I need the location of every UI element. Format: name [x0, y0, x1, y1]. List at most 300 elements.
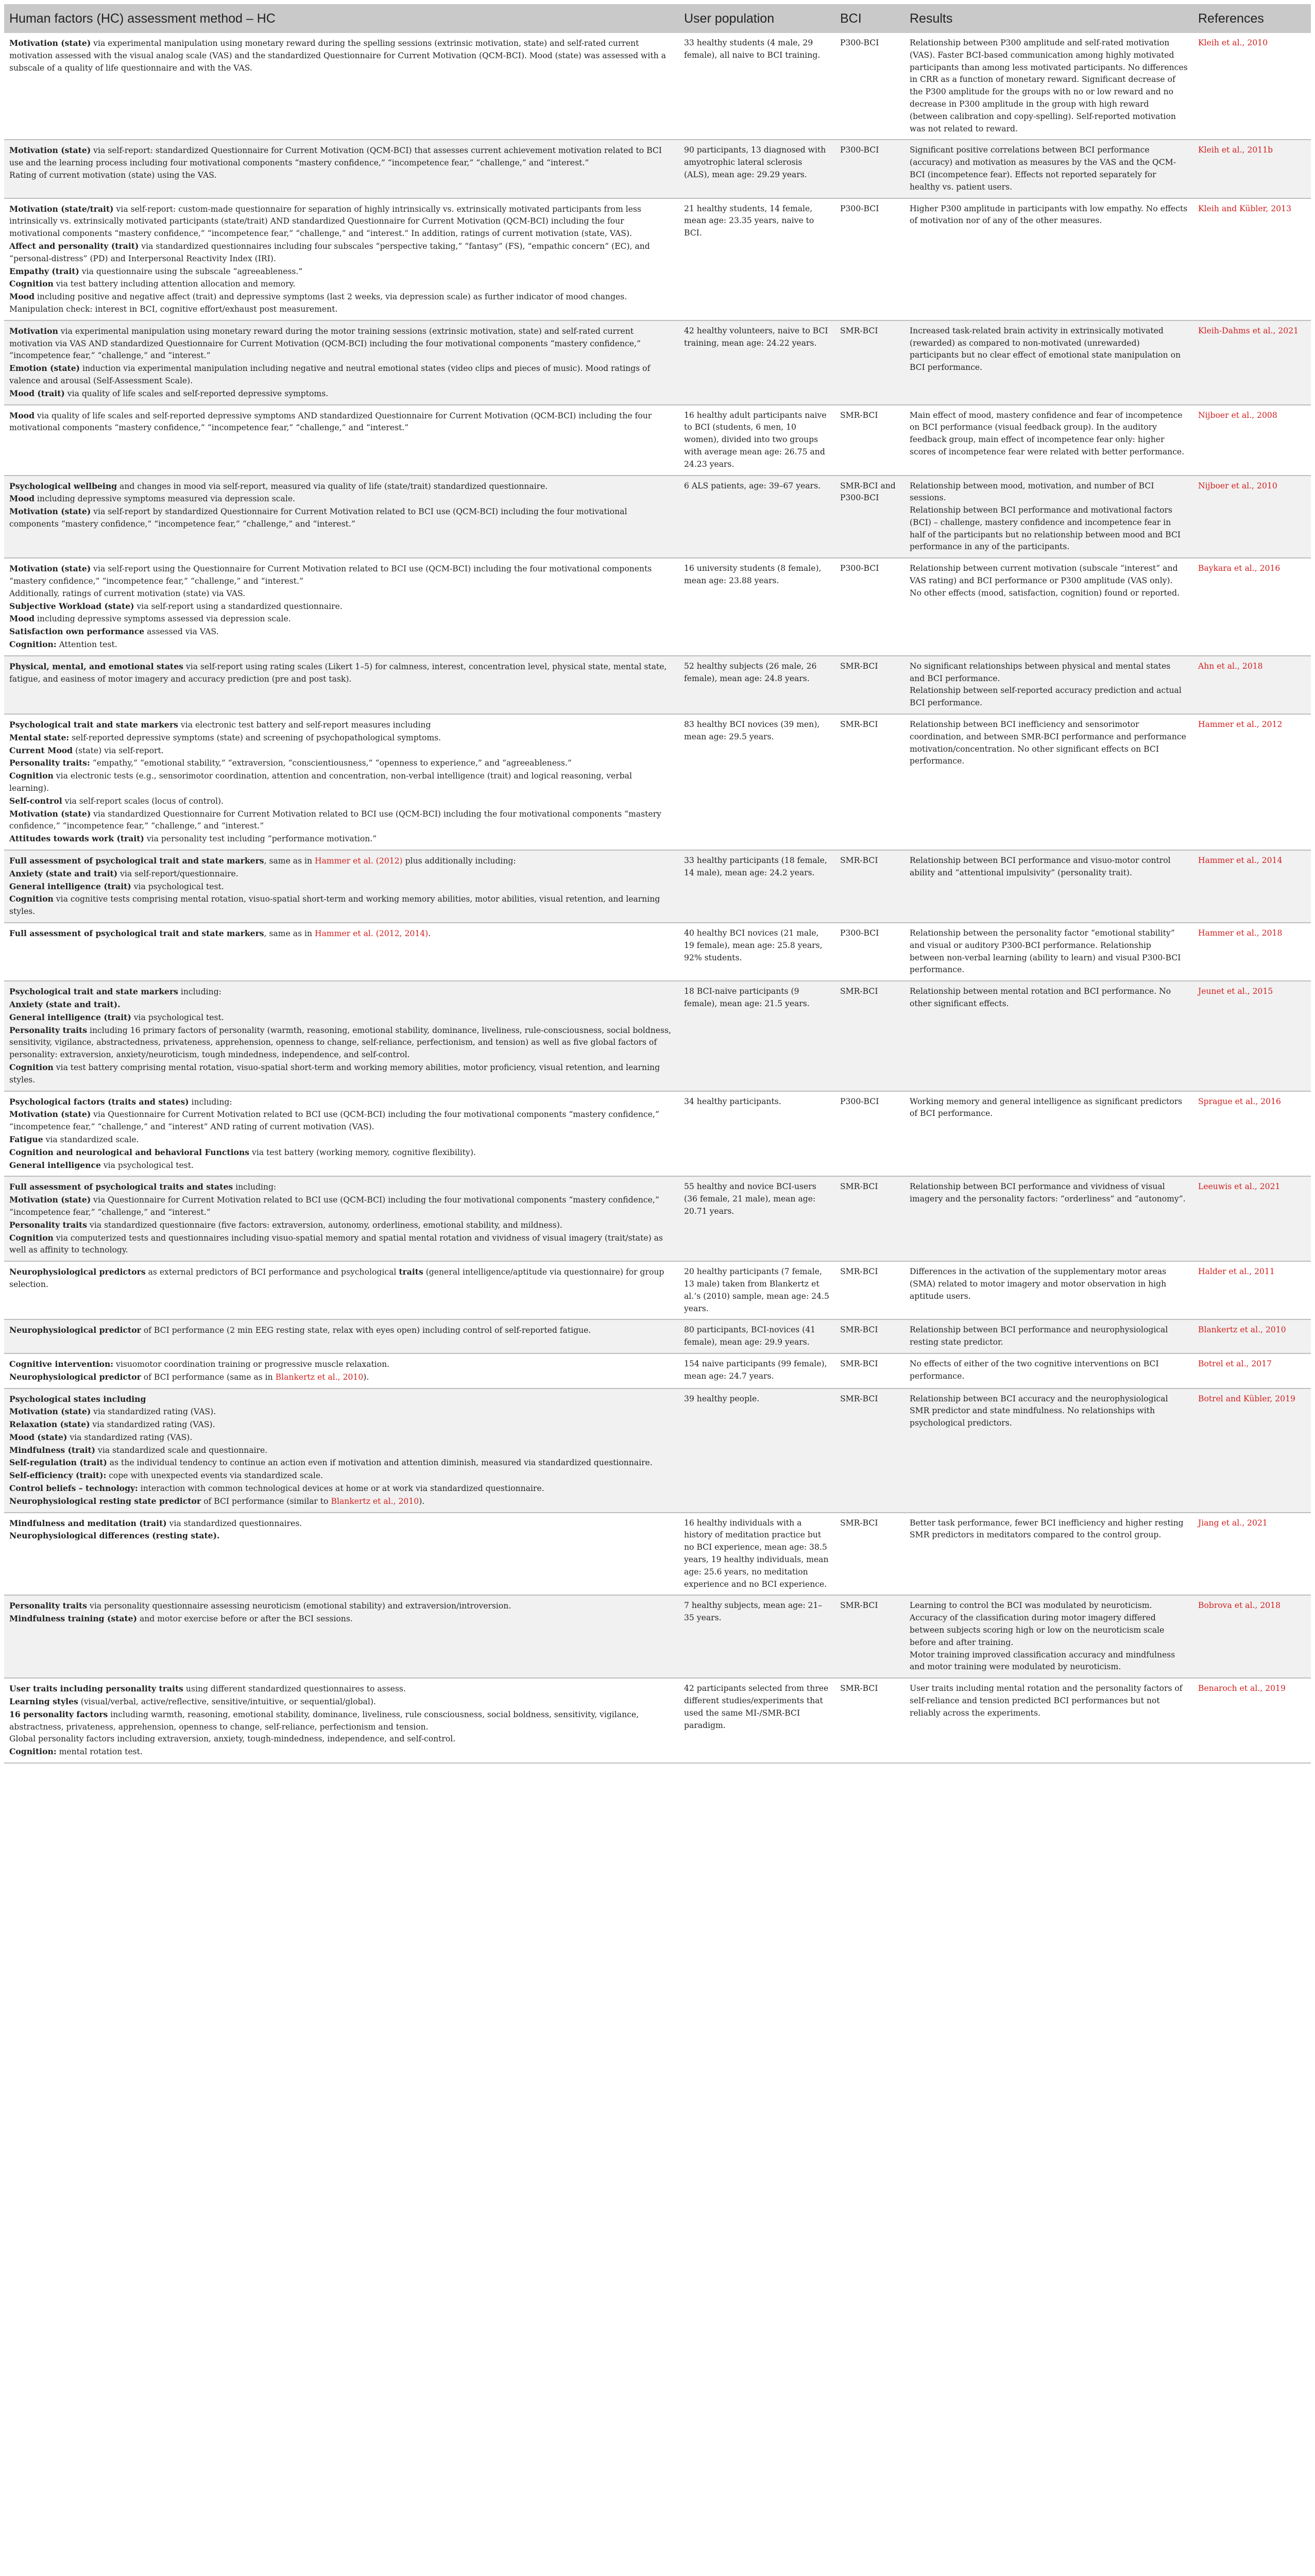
method-paragraph — [9, 37, 674, 74]
bold-factor-text: Cognition — [9, 279, 54, 289]
bold-factor-text: Relaxation (state) — [9, 1419, 90, 1430]
citation-link[interactable]: Hammer et al. (2012, 2014) — [315, 929, 429, 938]
method-paragraph — [9, 1024, 674, 1061]
text-run: via experimental manipulation using monetary reward during the motor training sessions (extrinsic motivation, state) and self-rated current motivation via VAS AND standardized Questionnaire for Current Motivation (QCM-BCI) including the four motivational components “mastery confidence,” “incompetence fear,” “challenge,” and “interest.” — [9, 326, 641, 361]
bold-factor-text: Mood (state) — [9, 1432, 67, 1442]
results-cell: Relationship between the personality factor “emotional stability” and visual or auditory P300-BCI performance. Relationship between non-verbal learning (ability to learn) and visual P300-BCI performance. — [904, 923, 1193, 981]
bold-factor-text: Psychological trait and state markers — [9, 987, 178, 997]
method-paragraph — [9, 1745, 674, 1758]
reference-cell[interactable]: Kleih-Dahms et al., 2021 — [1193, 320, 1311, 405]
table-row — [4, 1319, 1311, 1353]
method-paragraph — [9, 1600, 674, 1613]
bold-factor-text: Neurophysiological predictor — [9, 1325, 141, 1335]
bold-factor-text: Motivation (state) — [9, 564, 91, 574]
bold-factor-text: Motivation (state/trait) — [9, 204, 114, 214]
population-cell: 16 university students (8 female), mean age: 23.88 years. — [679, 558, 835, 656]
results-cell: Relationship between BCI performance and visuo-motor control ability and “attentional impulsivity” (personality trait). — [904, 850, 1193, 923]
bci-cell: P300-BCI — [835, 923, 904, 981]
text-run: visuomotor coordination training or progressive muscle relaxation. — [113, 1359, 390, 1369]
method-paragraph — [9, 833, 674, 845]
header-references: References — [1193, 4, 1311, 33]
text-run: via standardized questionnaires including four subscales “perspective taking,” “fantasy” (FS), “empathic concern” (EC), and “personal-distress” (PD) and Interpersonal Reactivity Index (IRI). — [9, 241, 650, 263]
text-run: , same as in — [264, 856, 315, 866]
method-paragraph — [9, 855, 674, 868]
reference-cell[interactable]: Botrel et al., 2017 — [1193, 1353, 1311, 1388]
bold-factor-text: Cognition — [9, 1062, 54, 1072]
method-cell — [4, 1261, 679, 1319]
text-run: via questionnaire using the subscale “agreeableness.” — [79, 266, 303, 276]
results-cell: Main effect of mood, mastery confidence and fear of incompetence on BCI performance (visual feedback group). In the auditory feedback group, main effect of incompetence fear only: higher scores of incompetence fear were related with better performance. — [904, 405, 1193, 476]
text-run: including positive and negative affect (trait) and depressive symptoms (last 2 weeks, via depression scale) as further indicator of mood changes. — [34, 292, 627, 302]
population-cell: 6 ALS patients, age: 39–67 years. — [679, 476, 835, 558]
text-run: via electronic tests (e.g., sensorimotor coordination, attention and concentration, non-verbal intelligence (trait) and logical reasoning, verbal learning). — [9, 771, 632, 793]
text-run: of BCI performance (similar to — [201, 1496, 331, 1506]
reference-cell[interactable]: Kleih and Kübler, 2013 — [1193, 198, 1311, 320]
text-run: , same as in — [264, 929, 315, 938]
text-run: Rating of current motivation (state) using the VAS. — [9, 170, 217, 180]
population-cell: 39 healthy people. — [679, 1388, 835, 1513]
bci-cell: SMR-BCI — [835, 1176, 904, 1261]
method-cell — [4, 850, 679, 923]
method-paragraph — [9, 1146, 674, 1159]
method-paragraph — [9, 410, 674, 435]
method-paragraph — [9, 1431, 674, 1444]
bold-factor-text: Anxiety (state and trait). — [9, 999, 121, 1009]
method-cell — [4, 1319, 679, 1353]
text-run: via self-report using rating scales (Likert 1–5) for calmness, interest, concentration level, physical state, mental state, fatigue, and easiness of motor imagery and accuracy prediction (pre and post task). — [9, 662, 667, 684]
bold-factor-text: Subjective Workload (state) — [9, 601, 134, 611]
population-cell: 42 participants selected from three different studies/experiments that used the same MI-/SMR-BCI paradigm. — [679, 1678, 835, 1763]
results-cell: Relationship between mental rotation and BCI performance. No other significant effects. — [904, 981, 1193, 1091]
method-paragraph — [9, 1469, 674, 1482]
method-paragraph — [9, 880, 674, 893]
bci-cell: P300-BCI — [835, 198, 904, 320]
bold-factor-text: Psychological trait and state markers — [9, 720, 178, 730]
method-paragraph — [9, 1159, 674, 1172]
population-cell: 40 healthy BCI novices (21 male, 19 female), mean age: 25.8 years, 92% students. — [679, 923, 835, 981]
population-cell: 20 healthy participants (7 female, 13 male) taken from Blankertz et al.’s (2010) sample, mean age: 24.5 years. — [679, 1261, 835, 1319]
results-cell: Relationship between BCI performance and neurophysiological resting state predictor. — [904, 1319, 1193, 1353]
method-paragraph — [9, 1219, 674, 1232]
method-paragraph — [9, 1444, 674, 1457]
population-cell: 55 healthy and novice BCI-users (36 female, 21 male), mean age: 20.71 years. — [679, 1176, 835, 1261]
reference-cell[interactable]: Nijboer et al., 2008 — [1193, 405, 1311, 476]
text-run: via Questionnaire for Current Motivation related to BCI use (QCM-BCI) including the four motivational components “mastery confidence,” “incompetence fear,” “challenge,” and “interest.” — [9, 1195, 659, 1217]
method-cell — [4, 923, 679, 981]
reference-cell[interactable]: Baykara et al., 2016 — [1193, 558, 1311, 656]
method-paragraph — [9, 387, 674, 400]
text-run: (visual/verbal, active/reflective, sensitive/intuitive, or sequential/global). — [78, 1697, 376, 1707]
method-paragraph — [9, 1495, 674, 1508]
bold-factor-text: General intelligence (trait) — [9, 1012, 131, 1022]
population-cell: 16 healthy individuals with a history of meditation practice but no BCI experience, mean age: 38.5 years, 19 healthy individuals, mean age: 25.6 years, no meditation experience and no BCI experience. — [679, 1513, 835, 1596]
method-paragraph — [9, 1324, 674, 1337]
text-run: ). — [419, 1496, 425, 1506]
population-cell: 83 healthy BCI novices (39 men), mean age: 29.5 years. — [679, 714, 835, 850]
method-paragraph — [9, 1530, 674, 1543]
table-row — [4, 476, 1311, 558]
results-cell: Learning to control the BCI was modulated by neuroticism. Accuracy of the classification during motor imagery differed between subjects scoring high or low on the neuroticism scale before and after training. Motor training improved classification accuracy and mindfulness and motor training were modulated by neuroticism. — [904, 1595, 1193, 1678]
method-paragraph — [9, 1683, 674, 1696]
reference-cell[interactable]: Leeuwis et al., 2021 — [1193, 1176, 1311, 1261]
bci-cell: SMR-BCI — [835, 1595, 904, 1678]
text-run: via psychological test. — [131, 1012, 224, 1022]
results-cell: Relationship between P300 amplitude and self-rated motivation (VAS). Faster BCI-based communication among highly motivated participants than among less motivated participants. No differences in CRR as a function of monetary reward. Significant decrease of the P300 amplitude for the groups with no or low reward and no decrease in P300 amplitude in the group with high reward (between calibration and copy-spelling). Self-reported motivation was not related to reward. — [904, 33, 1193, 140]
population-cell: 18 BCI-naive participants (9 female), mean age: 21.5 years. — [679, 981, 835, 1091]
method-paragraph — [9, 600, 674, 613]
text-run: including depressive symptoms measured via depression scale. — [34, 494, 296, 504]
table-row — [4, 923, 1311, 981]
method-paragraph — [9, 638, 674, 651]
method-paragraph — [9, 1194, 674, 1219]
bci-cell: SMR-BCI — [835, 850, 904, 923]
text-run: via self-report using a standardized questionnaire. — [134, 601, 343, 611]
bold-factor-text: Full assessment of psychological traits and states — [9, 1182, 233, 1192]
text-run: Additionally, ratings of current motivation (state) via VAS. — [9, 588, 246, 598]
bold-factor-text: Motivation (state) — [9, 808, 91, 819]
results-cell: Relationship between BCI accuracy and the neurophysiological SMR predictor and state mindfulness. No relationships with psychological predictors. — [904, 1388, 1193, 1513]
bold-factor-text: Affect and personality (trait) — [9, 241, 139, 251]
table-body — [4, 33, 1311, 1763]
bold-factor-text: Learning styles — [9, 1697, 78, 1707]
citation-link[interactable]: Hammer et al. (2012) — [315, 856, 403, 866]
bold-factor-text: Current Mood — [9, 745, 73, 755]
text-run: via self-report using the Questionnaire for Current Motivation related to BCI use (QCM-BCI) including the four motivational components “mastery confidence,” “incompetence fear,” “challenge,” and “interest.” — [9, 564, 652, 586]
method-paragraph — [9, 1517, 674, 1530]
method-paragraph — [9, 1393, 674, 1406]
reference-cell[interactable]: Kleih et al., 2010 — [1193, 33, 1311, 140]
population-cell: 16 healthy adult participants naive to BCI (students, 6 men, 10 women), divided into two groups with average mean age: 26.75 and 24.23 years. — [679, 405, 835, 476]
text-run: Attention test. — [56, 640, 117, 650]
bci-cell: P300-BCI — [835, 33, 904, 140]
bold-factor-text: Psychological states including — [9, 1394, 146, 1404]
bold-factor-text: Attitudes towards work (trait) — [9, 834, 144, 844]
method-paragraph — [9, 1733, 674, 1745]
text-run: of BCI performance (same as in — [141, 1372, 276, 1382]
method-paragraph — [9, 986, 674, 998]
method-cell — [4, 198, 679, 320]
method-cell — [4, 656, 679, 714]
bold-factor-text: Mindfulness and meditation (trait) — [9, 1518, 167, 1528]
method-paragraph — [9, 1133, 674, 1146]
citation-link[interactable]: Blankertz et al., 2010 — [331, 1496, 419, 1506]
method-paragraph — [9, 719, 674, 732]
method-paragraph — [9, 660, 674, 686]
method-paragraph — [9, 808, 674, 833]
text-run: plus additionally including: — [402, 856, 516, 866]
citation-link[interactable]: Blankertz et al., 2010 — [275, 1372, 364, 1382]
header-method: Human factors (HC) assessment method – HC — [4, 4, 679, 33]
bold-factor-text: Personality traits: — [9, 758, 90, 768]
text-run: mental rotation test. — [56, 1747, 143, 1757]
method-cell — [4, 1388, 679, 1513]
bci-cell: SMR-BCI — [835, 1353, 904, 1388]
table-header-row — [4, 4, 1311, 33]
bold-factor-text: Cognition and neurological and behavioral Functions — [9, 1147, 250, 1157]
population-cell: 42 healthy volunteers, naive to BCI training, mean age: 24.22 years. — [679, 320, 835, 405]
bold-factor-text: Control beliefs – technology: — [9, 1483, 138, 1494]
method-paragraph — [9, 1266, 674, 1291]
table-row — [4, 1513, 1311, 1596]
reference-cell[interactable]: Jeunet et al., 2015 — [1193, 981, 1311, 1091]
table-row — [4, 405, 1311, 476]
bci-cell: SMR-BCI — [835, 656, 904, 714]
method-paragraph — [9, 1371, 674, 1384]
method-paragraph — [9, 493, 674, 505]
reference-cell[interactable]: Nijboer et al., 2010 — [1193, 476, 1311, 558]
method-paragraph — [9, 144, 674, 170]
method-paragraph — [9, 1696, 674, 1708]
human-factors-table — [4, 4, 1311, 1764]
bold-factor-text: Mood — [9, 614, 35, 624]
bci-cell: P300-BCI — [835, 1091, 904, 1177]
method-paragraph — [9, 893, 674, 918]
method-paragraph — [9, 1061, 674, 1087]
results-cell: No significant relationships between physical and mental states and BCI performance. Relationship between self-reported accuracy prediction and actual BCI performance. — [904, 656, 1193, 714]
text-run: including: — [189, 1097, 232, 1107]
table-row — [4, 1388, 1311, 1513]
text-run: cope with unexpected events via standardized scale. — [106, 1471, 323, 1481]
bold-factor-text: Personality traits — [9, 1025, 88, 1035]
bold-factor-text: Cognition — [9, 894, 54, 904]
bold-factor-text: Self-efficiency (trait): — [9, 1470, 107, 1481]
bold-factor-text: Cognition — [9, 1232, 54, 1243]
method-cell — [4, 714, 679, 850]
text-run: via standardized scale and questionnaire. — [95, 1445, 268, 1455]
method-paragraph — [9, 203, 674, 240]
table-row — [4, 656, 1311, 714]
text-run: via standardized Questionnaire for Current Motivation related to BCI use (QCM-BCI) including the four motivational components “mastery confidence,” “incompetence fear,” “challenge,” and “interest.” — [9, 809, 661, 831]
table-row — [4, 981, 1311, 1091]
text-run: via self-report: custom-made questionnaire for separation of highly intrinsically vs. extrinsically motivated participants from less intrinsically vs. extrinsically motivated participants (state/trait) AND standardized Questionnaire for Current Motivation (QCM-BCI) including the four motivational components “mastery confidence,” “incompetence fear,” “challenge,” and “interest.” In addition, ratings of current motivation (state, VAS). — [9, 204, 641, 239]
bold-factor-text: Full assessment of psychological trait and state markers — [9, 856, 264, 866]
text-run: (state) via self-report. — [73, 745, 164, 755]
method-paragraph — [9, 480, 674, 493]
text-run: via standardized rating (VAS). — [67, 1432, 193, 1442]
table-row — [4, 558, 1311, 656]
method-paragraph — [9, 563, 674, 588]
method-paragraph — [9, 1096, 674, 1109]
method-paragraph — [9, 795, 674, 808]
text-run: (general intelligence/aptitude via questionnaire) for group selection. — [9, 1267, 664, 1289]
results-cell: Relationship between BCI inefficiency and sensorimotor coordination, and between SMR-BCI performance and performance motivation/concentration. No other significant effects on BCI performance. — [904, 714, 1193, 850]
table-row — [4, 140, 1311, 198]
text-run: via self-report by standardized Questionnaire for Current Motivation related to BCI use (QCM-BCI) including the four motivational components “mastery confidence,” “incompetence fear,” “challenge,” and “interest.” — [9, 507, 627, 529]
text-run: via test battery including attention allocation and memory. — [53, 279, 296, 289]
bci-cell: SMR-BCI and P300-BCI — [835, 476, 904, 558]
reference-cell[interactable]: Hammer et al., 2014 — [1193, 850, 1311, 923]
bci-cell: SMR-BCI — [835, 1678, 904, 1763]
bold-factor-text: Motivation (state) — [9, 1406, 91, 1417]
reference-cell[interactable]: Blankertz et al., 2010 — [1193, 1319, 1311, 1353]
table-row — [4, 1353, 1311, 1388]
method-paragraph — [9, 998, 674, 1011]
bold-factor-text: Motivation (state) — [9, 506, 91, 517]
reference-cell[interactable]: Botrel and Kübler, 2019 — [1193, 1388, 1311, 1513]
method-paragraph — [9, 770, 674, 795]
bold-factor-text: Personality traits — [9, 1601, 88, 1611]
bold-factor-text: Neurophysiological predictor — [9, 1371, 141, 1382]
method-cell — [4, 981, 679, 1091]
bold-factor-text: Personality traits — [9, 1219, 88, 1230]
population-cell: 34 healthy participants. — [679, 1091, 835, 1177]
reference-cell[interactable]: Bobrova et al., 2018 — [1193, 1595, 1311, 1678]
bold-factor-text: Mood — [9, 410, 35, 420]
bold-factor-text: Satisfaction own performance — [9, 626, 145, 637]
bold-factor-text: Self-regulation (trait) — [9, 1458, 107, 1468]
method-paragraph — [9, 588, 674, 600]
method-paragraph — [9, 1708, 674, 1734]
text-run: via computerized tests and questionnaires including visuo-spatial memory and spatial mental rotation and vividness of visual imagery (trait/state) as well as affinity to technology. — [9, 1233, 663, 1255]
population-cell: 154 naive participants (99 female), mean age: 24.7 years. — [679, 1353, 835, 1388]
bold-factor-text: Motivation (state) — [9, 38, 91, 48]
population-cell: 7 healthy subjects, mean age: 21–35 years. — [679, 1595, 835, 1678]
results-cell: Increased task-related brain activity in extrinsically motivated (rewarded) as compared to non-motivated (unrewarded) participants but no clear effect of emotional state manipulation on BCI performance. — [904, 320, 1193, 405]
results-cell: Relationship between current motivation (subscale “interest” and VAS rating) and BCI performance or P300 amplitude (VAS only). No other effects (mood, satisfaction, cognition) found or reported. — [904, 558, 1193, 656]
reference-cell[interactable]: Hammer et al., 2018 — [1193, 923, 1311, 981]
method-paragraph — [9, 170, 674, 182]
method-paragraph — [9, 1011, 674, 1024]
reference-cell[interactable]: Halder et al., 2011 — [1193, 1261, 1311, 1319]
method-cell — [4, 1595, 679, 1678]
table-row — [4, 1595, 1311, 1678]
text-run: via standardized rating (VAS). — [91, 1407, 216, 1417]
bold-factor-text: Cognition: — [9, 1747, 57, 1757]
text-run: via test battery (working memory, cognitive flexibility). — [249, 1147, 476, 1157]
text-run: ). — [363, 1372, 369, 1382]
text-run: assessed via VAS. — [144, 627, 219, 637]
method-paragraph — [9, 1232, 674, 1257]
text-run: via electronic test battery and self-report measures including — [178, 720, 431, 730]
table-row — [4, 1678, 1311, 1763]
bold-factor-text: Cognition — [9, 771, 54, 781]
method-paragraph — [9, 868, 674, 880]
method-paragraph — [9, 291, 674, 303]
bci-cell: SMR-BCI — [835, 1388, 904, 1513]
method-paragraph — [9, 362, 674, 387]
bold-factor-text: Fatigue — [9, 1134, 43, 1144]
population-cell: 90 participants, 13 diagnosed with amyotrophic lateral sclerosis (ALS), mean age: 29.29 years. — [679, 140, 835, 198]
text-run: . — [428, 929, 431, 938]
text-run: including depressive symptoms assessed via depression scale. — [34, 614, 291, 624]
text-run: via Questionnaire for Current Motivation related to BCI use (QCM-BCI) including the four motivational components “mastery confidence,” “incompetence fear,” “challenge,” and “interest” AND rating of current motivation (VAS). — [9, 1110, 659, 1132]
bold-factor-text: traits — [399, 1267, 423, 1277]
results-cell: Relationship between BCI performance and vividness of visual imagery and the personality factors: “orderliness” and “autonomy”. — [904, 1176, 1193, 1261]
results-cell: User traits including mental rotation and the personality factors of self-reliance and tension predicted BCI performances but not reliably across the experiments. — [904, 1678, 1193, 1763]
bci-cell: SMR-BCI — [835, 714, 904, 850]
method-paragraph — [9, 927, 674, 940]
method-paragraph — [9, 1108, 674, 1133]
table-row — [4, 198, 1311, 320]
text-run: self-reported depressive symptoms (state) and screening of psychopathological symptoms. — [69, 733, 441, 742]
text-run: Manipulation check: interest in BCI, cognitive effort/exhaust post measurement. — [9, 304, 338, 314]
method-paragraph — [9, 1358, 674, 1371]
method-cell — [4, 1091, 679, 1177]
method-paragraph — [9, 1418, 674, 1431]
method-paragraph — [9, 757, 674, 770]
text-run: via test battery comprising mental rotation, visuo-spatial short-term and working memory abilities, motor proficiency, visual retention, and learning styles. — [9, 1062, 660, 1084]
text-run: as the individual tendency to continue an action even if motivation and attention diminish, measured via standardized questionnaire. — [107, 1458, 653, 1468]
method-paragraph — [9, 303, 674, 316]
bold-factor-text: Full assessment of psychological trait and state markers — [9, 928, 264, 938]
method-paragraph — [9, 1482, 674, 1495]
reference-cell[interactable]: Ahn et al., 2018 — [1193, 656, 1311, 714]
method-paragraph — [9, 613, 674, 625]
text-run: via personality questionnaire assessing neuroticism (emotional stability) and extraversion/introversion. — [87, 1601, 511, 1611]
text-run: via standardized questionnaires. — [166, 1518, 302, 1528]
bold-factor-text: Mood — [9, 494, 35, 504]
results-cell: Differences in the activation of the supplementary motor areas (SMA) related to motor imagery and motor observation in high aptitude users. — [904, 1261, 1193, 1319]
bold-factor-text: Cognition: — [9, 639, 57, 650]
text-run: of BCI performance (2 min EEG resting state, relax with eyes open) including control of self-reported fatigue. — [141, 1326, 591, 1335]
bold-factor-text: Motivation (state) — [9, 1195, 91, 1205]
bold-factor-text: Mindfulness training (state) — [9, 1614, 137, 1624]
bold-factor-text: Cognitive intervention: — [9, 1359, 114, 1369]
bold-factor-text: 16 personality factors — [9, 1709, 108, 1719]
bold-factor-text: Emotion (state) — [9, 363, 80, 374]
table-row — [4, 1261, 1311, 1319]
method-cell — [4, 476, 679, 558]
results-cell: Better task performance, fewer BCI inefficiency and higher resting SMR predictors in meditators compared to the control group. — [904, 1513, 1193, 1596]
reference-cell[interactable]: Benaroch et al., 2019 — [1193, 1678, 1311, 1763]
text-run: including 16 primary factors of personality (warmth, reasoning, emotional stability, dominance, liveliness, rule-consciousness, social boldness, sensitivity, vigilance, abstractedness, privateness, apprehension, openness to change, self-reliance, perfectionism, and tension) as well as five global factors of personality: extraversion, anxiety/neuroticism, tough mindedness, independence, and self-control. — [9, 1025, 671, 1060]
table-row — [4, 1176, 1311, 1261]
table-row — [4, 714, 1311, 850]
bold-factor-text: General intelligence (trait) — [9, 881, 131, 891]
bold-factor-text: Neurophysiological predictors — [9, 1267, 146, 1277]
table-row — [4, 33, 1311, 140]
bold-factor-text: Motivation (state) — [9, 1109, 91, 1120]
header-bci: BCI — [835, 4, 904, 33]
text-run: via self-report: standardized Questionnaire for Current Motivation (QCM-BCI) that assesses current achievement motivation related to BCI use and the learning process including four motivational components “mastery confidence,” “incompetence fear,” “challenge,” and “interest.” — [9, 146, 662, 168]
table-row — [4, 1091, 1311, 1177]
bold-factor-text: Physical, mental, and emotional states — [9, 661, 183, 671]
header-population: User population — [679, 4, 835, 33]
results-cell: Significant positive correlations between BCI performance (accuracy) and motivation as measures by the VAS and the QCM-BCI (incompetence fear). Effects not reported separately for healthy vs. patient users. — [904, 140, 1193, 198]
text-run: “empathy,” “emotional stability,” “extraversion, “conscientiousness,” “openness to experience,” and “agreeableness.” — [90, 758, 572, 768]
population-cell: 52 healthy subjects (26 male, 26 female), mean age: 24.8 years. — [679, 656, 835, 714]
bold-factor-text: Neurophysiological differences (resting state). — [9, 1531, 220, 1541]
bold-factor-text: Anxiety (state and trait) — [9, 868, 118, 878]
header-results: Results — [904, 4, 1193, 33]
bold-factor-text: Mental state: — [9, 732, 70, 742]
reference-cell[interactable]: Jiang et al., 2021 — [1193, 1513, 1311, 1596]
text-run: interaction with common technological devices at home or at work via standardized questionnaire. — [138, 1484, 544, 1494]
bci-cell: P300-BCI — [835, 140, 904, 198]
method-paragraph — [9, 625, 674, 638]
bci-cell: SMR-BCI — [835, 1261, 904, 1319]
reference-cell[interactable]: Kleih et al., 2011b — [1193, 140, 1311, 198]
bold-factor-text: Psychological factors (traits and states) — [9, 1096, 189, 1107]
bold-factor-text: General intelligence — [9, 1160, 101, 1170]
bold-factor-text: Motivation — [9, 326, 58, 336]
text-run: via cognitive tests comprising mental rotation, visuo-spatial short-term and working memory abilities, motor abilities, visual retention, and learning styles. — [9, 894, 660, 917]
reference-cell[interactable]: Sprague et al., 2016 — [1193, 1091, 1311, 1177]
text-run: and motor exercise before or after the BCI sessions. — [137, 1614, 353, 1624]
text-run: including: — [233, 1182, 277, 1192]
bold-factor-text: Motivation (state) — [9, 145, 91, 156]
method-paragraph — [9, 325, 674, 362]
text-run: via quality of life scales and self-reported depressive symptoms AND standardized Questionnaire for Current Motivation (QCM-BCI) including the four motivational components “mastery confidence,” “incompetence fear,” “challenge,” and “interest.” — [9, 411, 652, 433]
bold-factor-text: Neurophysiological resting state predictor — [9, 1496, 201, 1506]
table-row — [4, 850, 1311, 923]
text-run: and changes in mood via self-report, measured via quality of life (state/trait) standardized questionnaire. — [117, 481, 548, 491]
population-cell: 80 participants, BCI-novices (41 female), mean age: 29.9 years. — [679, 1319, 835, 1353]
method-paragraph — [9, 744, 674, 757]
bold-factor-text: Mood — [9, 292, 35, 302]
population-cell: 21 healthy students, 14 female, mean age: 23.35 years, naive to BCI. — [679, 198, 835, 320]
reference-cell[interactable]: Hammer et al., 2012 — [1193, 714, 1311, 850]
